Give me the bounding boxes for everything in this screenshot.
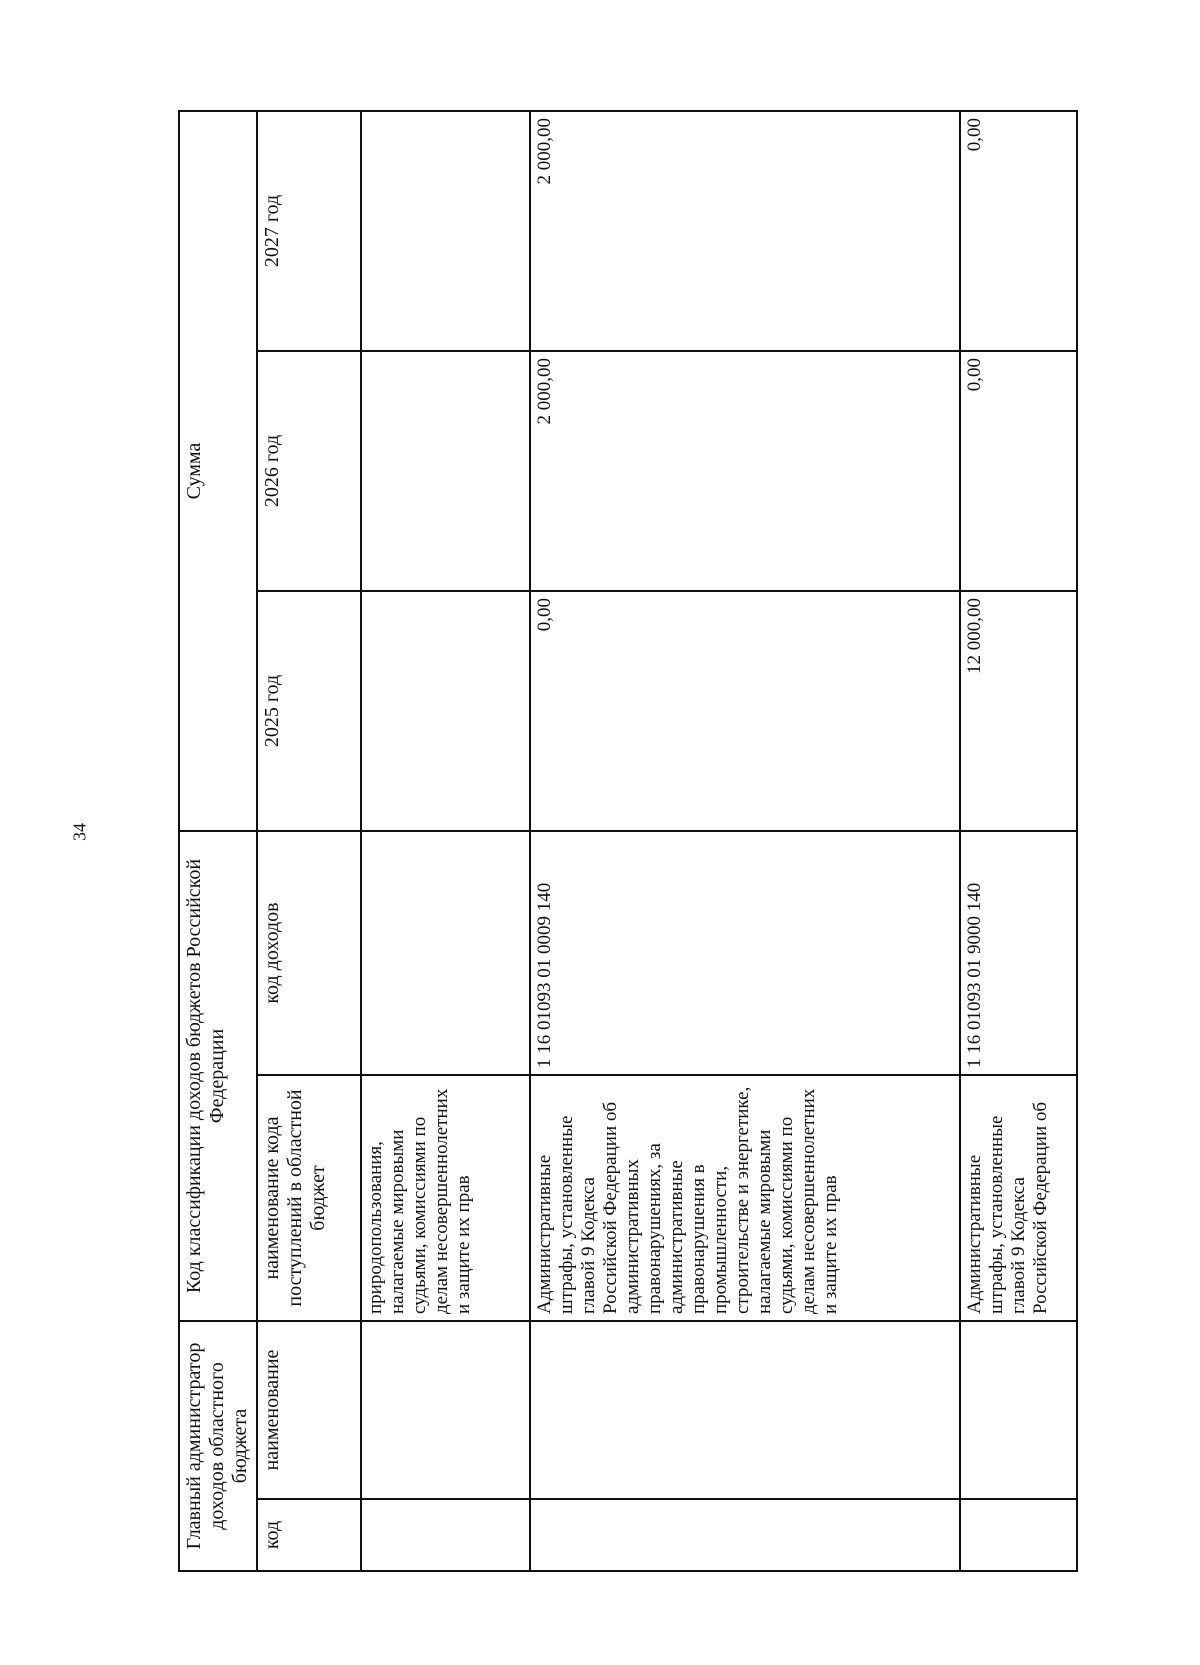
cell-2025: 12 000,00 [960,591,1077,831]
cell-2025 [361,591,530,831]
cell-2027: 0,00 [960,111,1077,351]
cell-income-code: 1 16 01093 01 0009 140 [530,831,961,1075]
header-admin-group: Главный администратор доходов областного бюджета [179,1321,257,1571]
header-year-2025: 2025 год [257,591,361,831]
cell-2027 [361,111,530,351]
cell-receipt-name: природопользования, налагаемые мировыми судьями, комиссиями по делам несовершеннолетних и защите их прав [361,1075,530,1321]
header-receipt-name: наименование кода поступлений в областной бюджет [257,1075,361,1321]
cell-2025: 0,00 [530,591,961,831]
cell-receipt-name: Административные штрафы, установленные главой 9 Кодекса Российской Федерации об административных правонарушениях, за административные правонарушения в промышленности, строительстве и энергетике, налагаемые мировыми судьями, комиссиями по делам несовершеннолетних и защите их прав [530,1075,961,1321]
table-row [960,111,1077,1571]
page-number: 34 [69,823,90,841]
header-year-2026: 2026 год [257,351,361,591]
budget-table [178,110,1078,1572]
header-year-2027: 2027 год [257,111,361,351]
table-row [530,111,961,1571]
header-admin-name: наименование [257,1321,361,1499]
header-income-code: код доходов [257,831,361,1075]
cell-2026: 0,00 [960,351,1077,591]
cell-admin-name [960,1321,1077,1499]
rotated-table-wrapper [178,112,1078,1572]
cell-admin-code [960,1499,1077,1571]
header-sum-group: Сумма [179,111,257,831]
cell-admin-code [530,1499,961,1571]
cell-admin-name [530,1321,961,1499]
cell-2026 [361,351,530,591]
header-classification-group: Код классификации доходов бюджетов Российской Федерации [179,831,257,1321]
cell-admin-name [361,1321,530,1499]
cell-admin-code [361,1499,530,1571]
cell-income-code [361,831,530,1075]
header-admin-code: код [257,1499,361,1571]
cell-2026: 2 000,00 [530,351,961,591]
cell-income-code: 1 16 01093 01 9000 140 [960,831,1077,1075]
cell-2027: 2 000,00 [530,111,961,351]
table-row [361,111,530,1571]
cell-receipt-name: Административные штрафы, установленные главой 9 Кодекса Российской Федерации об [960,1075,1077,1321]
